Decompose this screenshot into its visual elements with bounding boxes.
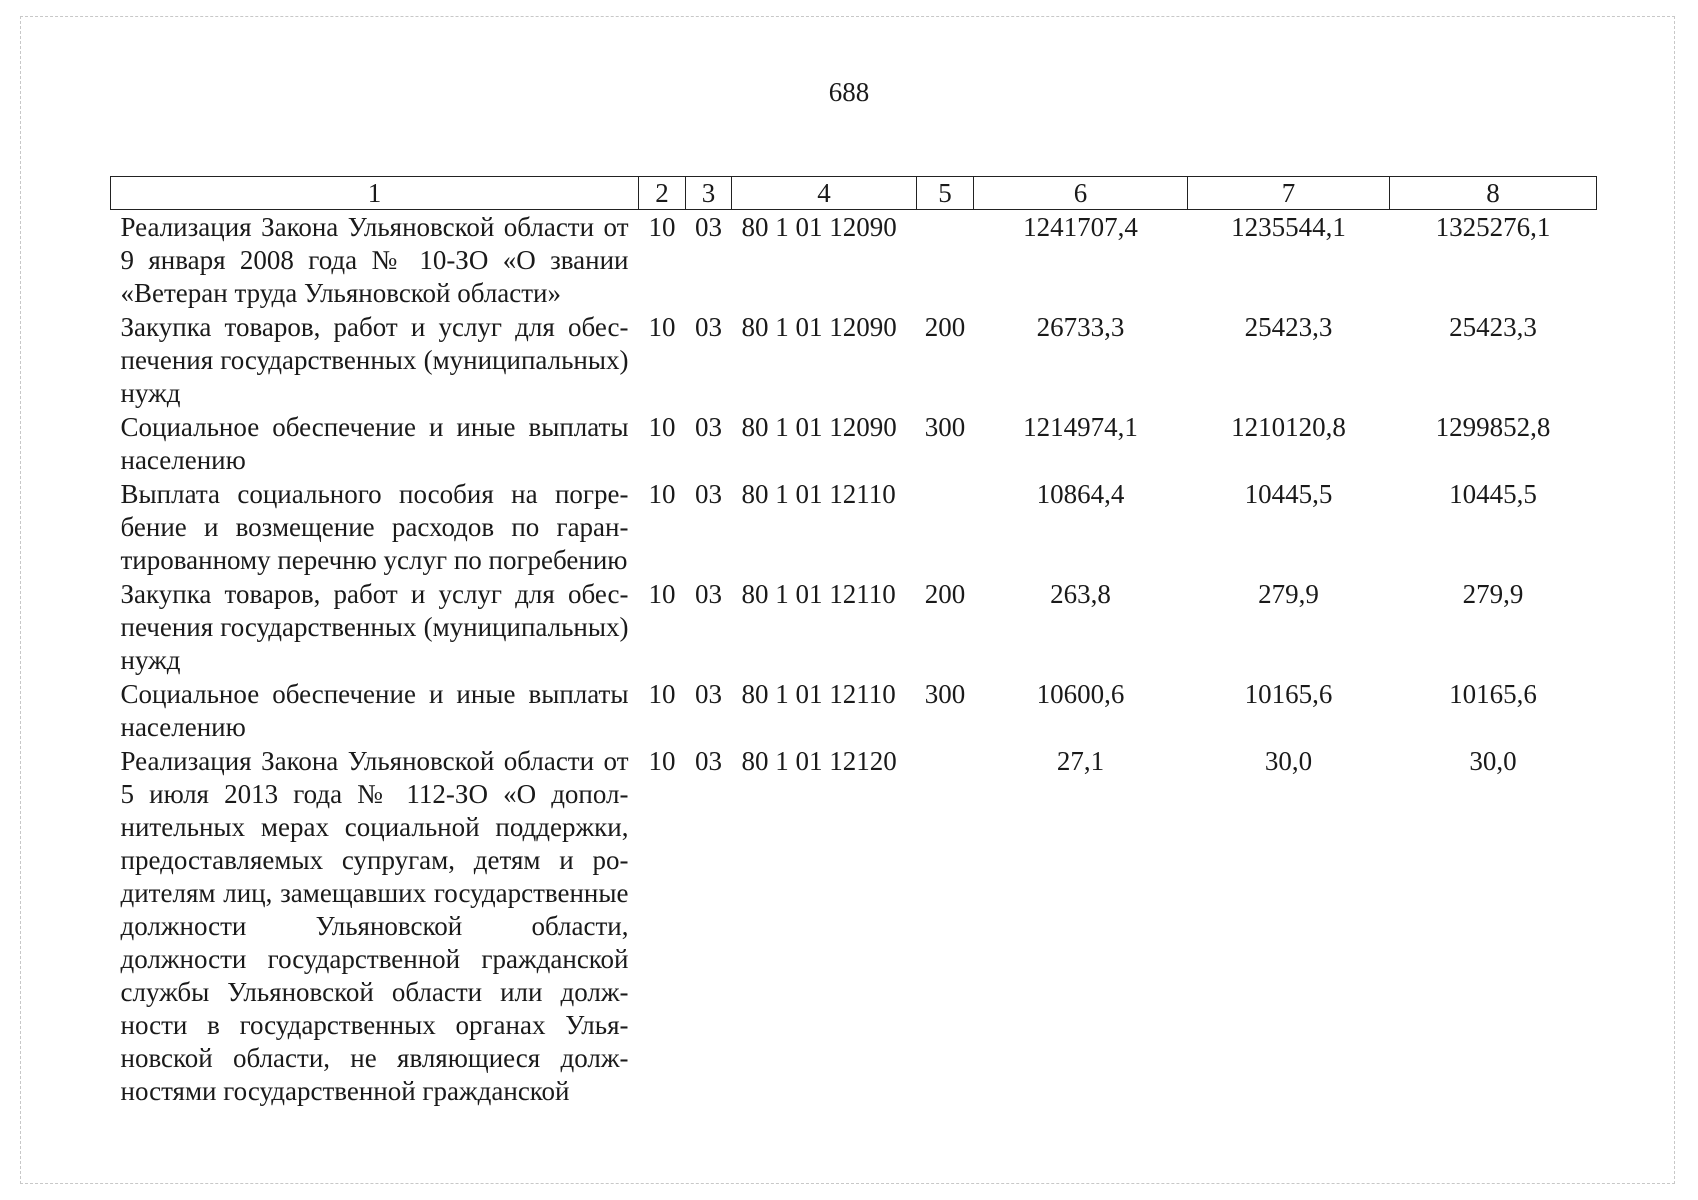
row-value-8: 279,9 <box>1462 579 1524 609</box>
row-subsection: 03 <box>695 479 722 509</box>
row-name: Социальное обеспечение и иные выплаты населению <box>120 679 629 742</box>
row-value-6: 27,1 <box>1056 746 1105 776</box>
column-header-4: 4 <box>732 177 917 210</box>
row-expense-type: 300 <box>924 412 966 442</box>
column-header-8: 8 <box>1390 177 1597 210</box>
row-section: 10 <box>648 412 676 442</box>
row-subsection: 03 <box>695 579 722 609</box>
row-value-7: 10165,6 <box>1244 679 1333 709</box>
row-value-6: 26733,3 <box>1036 312 1125 342</box>
row-value-6: 10864,4 <box>1036 479 1125 509</box>
row-target-code: 80 1 01 12110 <box>741 679 896 709</box>
table-row <box>111 210 1597 311</box>
row-section: 10 <box>648 212 676 242</box>
row-target-code: 80 1 01 12110 <box>741 579 896 609</box>
row-value-8: 1325276,1 <box>1435 212 1551 242</box>
row-expense-type <box>917 477 974 577</box>
table-row <box>111 744 1597 1108</box>
row-name: Закупка товаров, работ и услуг для обеспечения государственных (муниципальных) нужд <box>120 579 629 675</box>
row-value-6: 1241707,4 <box>1023 212 1138 242</box>
budget-table <box>110 176 1597 1108</box>
row-expense-type: 300 <box>924 679 966 709</box>
row-name: Реализация Закона Ульяновской области от 5 июля 2013 года № 112-ЗО «О дополнительных мерах социальной поддержки, предоставляемых супругам, детям и родителям лиц, замещавших государственные должности Ульяновской области, должности государственной гражданской службы Ульяновской области или должности в государственных органах Ульяновской области, не являющиеся должностями государственной гражданской <box>120 746 629 1106</box>
row-subsection: 03 <box>695 679 722 709</box>
row-name: Социальное обеспечение и иные выплаты населению <box>120 412 629 475</box>
row-value-7: 25423,3 <box>1244 312 1333 342</box>
row-target-code: 80 1 01 12090 <box>741 212 897 242</box>
column-header-7: 7 <box>1188 177 1390 210</box>
row-section: 10 <box>648 312 676 342</box>
row-target-code: 80 1 01 12120 <box>741 746 897 776</box>
row-expense-type: 200 <box>924 579 966 609</box>
column-header-3: 3 <box>686 177 732 210</box>
row-section: 10 <box>648 479 676 509</box>
row-expense-type <box>917 210 974 311</box>
row-subsection: 03 <box>695 412 722 442</box>
row-section: 10 <box>648 746 676 776</box>
row-value-8: 10165,6 <box>1449 679 1537 709</box>
row-target-code: 80 1 01 12090 <box>741 312 897 342</box>
column-header-1: 1 <box>111 177 639 210</box>
row-value-7: 1210120,8 <box>1231 412 1346 442</box>
table-header-row <box>111 177 1597 210</box>
table-row <box>111 577 1597 677</box>
row-value-7: 10445,5 <box>1244 479 1333 509</box>
table-row <box>111 677 1597 744</box>
row-name: Реализация Закона Ульяновской области от 9 января 2008 года № 10-ЗО «О звании «Ветеран труда Ульяновской области» <box>120 212 629 308</box>
row-target-code: 80 1 01 12110 <box>741 479 896 509</box>
table-row <box>111 410 1597 477</box>
row-target-code: 80 1 01 12090 <box>741 412 897 442</box>
row-value-6: 263,8 <box>1050 579 1111 609</box>
page-number: 688 <box>828 77 870 107</box>
row-value-8: 1299852,8 <box>1435 412 1551 442</box>
row-expense-type: 200 <box>924 312 966 342</box>
row-section: 10 <box>648 579 676 609</box>
table-row <box>111 477 1597 577</box>
row-value-8: 10445,5 <box>1449 479 1537 509</box>
row-value-6: 10600,6 <box>1036 679 1125 709</box>
row-name: Выплата социального пособия на погребение и возмещение расходов по гарантированному перечню услуг по погребению <box>120 479 629 575</box>
row-value-7: 279,9 <box>1258 579 1319 609</box>
row-expense-type <box>917 744 974 1108</box>
row-value-8: 25423,3 <box>1449 312 1537 342</box>
row-value-8: 30,0 <box>1469 746 1517 776</box>
row-name: Закупка товаров, работ и услуг для обеспечения государственных (муниципальных) нужд <box>120 312 629 408</box>
row-value-6: 1214974,1 <box>1023 412 1138 442</box>
table-row <box>111 310 1597 410</box>
row-value-7: 1235544,1 <box>1231 212 1346 242</box>
column-header-5: 5 <box>917 177 974 210</box>
row-section: 10 <box>648 679 676 709</box>
column-header-6: 6 <box>974 177 1188 210</box>
column-header-2: 2 <box>639 177 686 210</box>
row-subsection: 03 <box>695 746 722 776</box>
row-subsection: 03 <box>695 312 722 342</box>
row-subsection: 03 <box>695 212 722 242</box>
row-value-7: 30,0 <box>1264 746 1313 776</box>
